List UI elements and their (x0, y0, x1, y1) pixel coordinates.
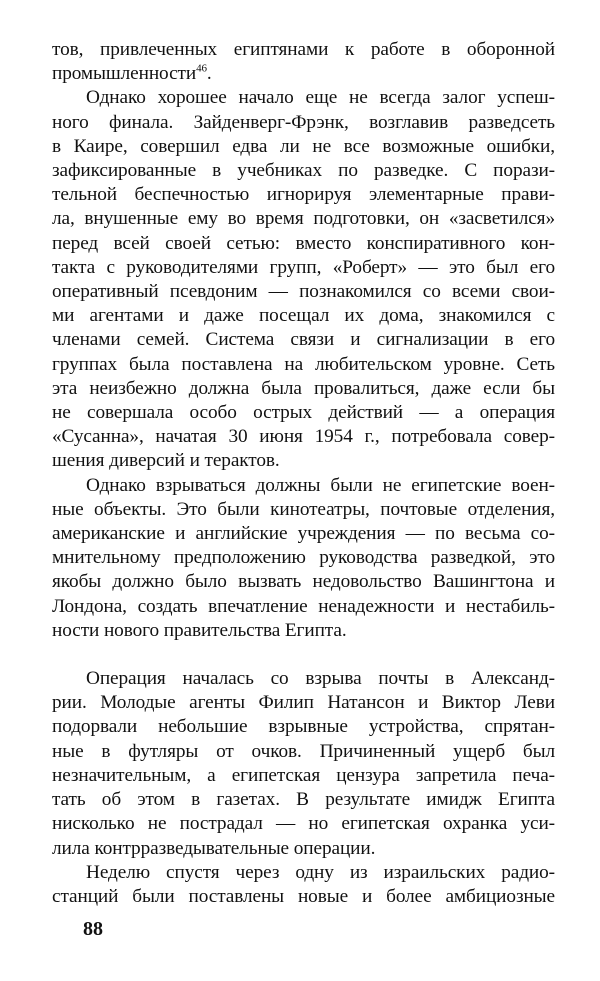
text-line: Неделю спустя через одну из израильских радио- (86, 861, 555, 883)
text-line: ные объекты. Это были кинотеатры, почтовые отделения, (52, 498, 555, 520)
text-line: тельной беспечностью игнорируя элементарные прави- (52, 184, 555, 206)
paragraph (52, 667, 555, 861)
text-line: лила контрразведывательные операции. (52, 837, 376, 859)
text-line: ми агентами и даже посещал их дома, знакомился с (52, 305, 555, 327)
text-line: якобы должно было вызвать недовольство Вашингтона и (52, 571, 555, 593)
text-line: станций были поставлены новые и более амбициозные (52, 885, 555, 907)
paragraph (52, 861, 555, 909)
text-line: группах была поставлена на любительском уровне. Сеть (52, 353, 555, 375)
text-line: американские и английские учреждения — по весьма со- (52, 523, 555, 545)
text-line: не совершала особо острых действий — а операция (52, 402, 555, 424)
text-line: Однако взрываться должны были не египетские воен- (86, 474, 555, 496)
text-line: зафиксированные в учебниках по разведке. С порази- (52, 160, 555, 182)
text-line: ного финала. Зайденверг-Фрэнк, возглавив разведсеть (52, 111, 555, 133)
text-line: оперативный псевдоним — познакомился со всеми свои- (52, 281, 555, 303)
text-line: эта неизбежно должна была провалиться, даже если бы (52, 377, 555, 399)
text-line: незначительным, а египетская цензура запретила печа- (52, 764, 555, 786)
paragraph (52, 38, 555, 86)
text-line: в Каире, совершил едва ли не все возможные ошибки, (52, 135, 555, 157)
page-body (52, 38, 555, 909)
paragraph (52, 86, 555, 473)
text-line: «Сусанна», начатая 30 июня 1954 г., потребовала совер- (52, 426, 555, 448)
text-line: Лондона, создать впечатление ненадежности и нестабиль- (52, 595, 555, 617)
text-line: рии. Молодые агенты Филип Натансон и Виктор Леви (52, 692, 555, 714)
text-line: Однако хорошее начало еще не всегда залог успеш- (86, 87, 555, 109)
text-line: ла, внушенные ему во время подготовки, он «засветился» (52, 208, 555, 230)
text-line: Операция началась со взрыва почты в Александ- (86, 668, 555, 690)
paragraph (52, 474, 555, 643)
text-line: нисколько не пострадал — но египетская охранка уси- (52, 813, 555, 835)
page-number: 88 (83, 918, 103, 940)
footnote-marker: 46 (196, 62, 207, 75)
text-line: промышленности$^{46}$. (52, 62, 212, 85)
text-line: перед всей своей сетью: вместо конспиративного кон- (52, 232, 555, 254)
text-line: членами семей. Система связи и сигнализации в его (52, 329, 555, 351)
section-gap (52, 643, 555, 667)
text-line: тов, привлеченных египтянами к работе в оборонной (52, 39, 555, 60)
text-line: ности нового правительства Египта. (52, 619, 347, 641)
text-line: мнительному предположению руководства разведкой, это (52, 547, 555, 569)
text-line: тать об этом в газетах. В результате имидж Египта (52, 789, 555, 811)
text-line: ные в футляры от очков. Причиненный ущерб был (52, 740, 555, 762)
text-line: подорвали небольшие взрывные устройства, спрятан- (52, 716, 555, 738)
footnote-trailing-punctuation: . (206, 63, 212, 85)
text-line: шения диверсий и терактов. (52, 450, 280, 472)
text-line: такта с руководителями групп, «Роберт» — это был его (52, 256, 555, 278)
